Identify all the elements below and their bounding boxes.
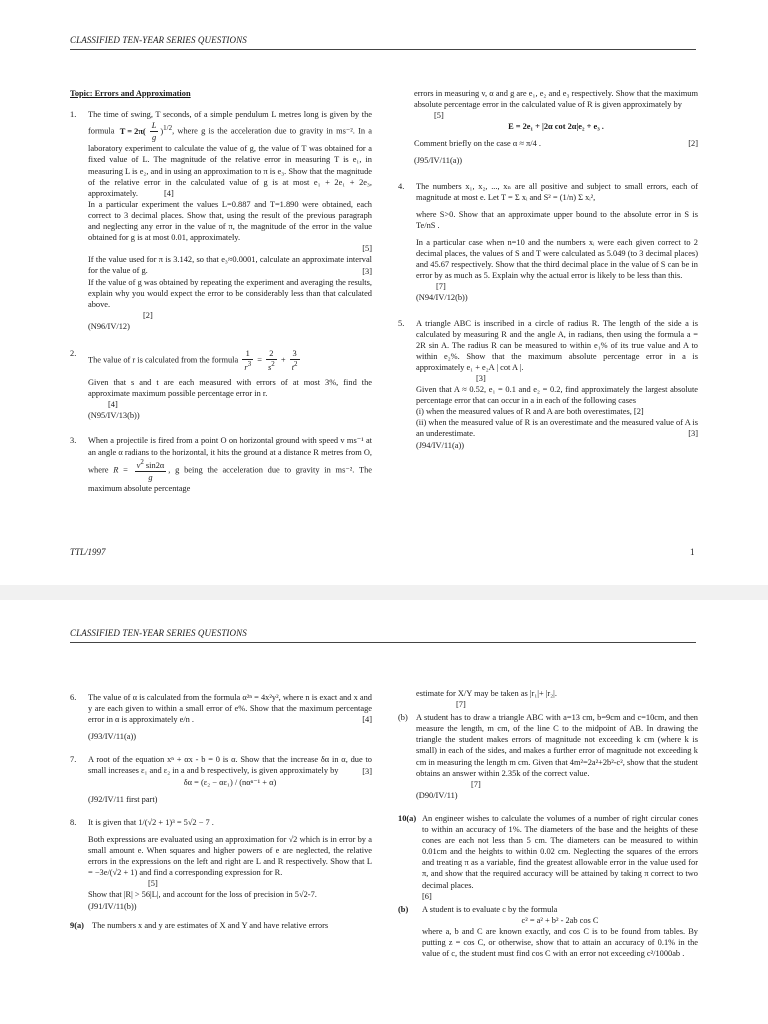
- question-number: 5.: [398, 318, 405, 328]
- q4-text-2: where S>0. Show that an approximate upper bound to the absolute error in S is Te/nS .: [416, 209, 698, 230]
- q10b-text-2: where a, b and C are known exactly, and cos C is to be found from tables. By putting z = cos C, or otherwise, show that to attain an accuracy of 0.1% in the value of c, the student must find cos C with an error not exceeding c²/1000ab .: [422, 926, 698, 959]
- page-number: 1: [690, 547, 695, 557]
- question-reference: (J93/IV/11(a)): [88, 732, 137, 742]
- question-8: [70, 817, 372, 912]
- error-formula: E = 2e₁ + |2α cot 2α|e₂ + e₃ .: [508, 122, 604, 132]
- question-10: [398, 813, 698, 902]
- question-number: 1.: [70, 110, 77, 120]
- question-9-continued: [398, 688, 698, 710]
- q5-text: A triangle ABC is inscribed in a circle of radius R. The length of the side a is calculated by measuring R and the angle A, in radians, then using the formula a = 2R sin A. The radius R can be measured to within e₁% of its true value and A to within e₂%. Show that the maximum absolute percentage error in a is approximately e₁ + e₂A | cot A |.: [416, 318, 698, 372]
- cosine-formula: c² = a² + b² - 2ab cos C: [521, 915, 599, 925]
- mark: [7]: [471, 779, 481, 789]
- question-2: 2. The value of r is calculated from the formula $\frac{1}{r^3}$ = $\frac{2}{s^2}$ + $\frac{3}{t^2}$ Given that s and t are each measured with errors of at most 3%, find the approximate maximum possible percentage error in r. [4] (N95/IV/13(b)): [70, 349, 372, 421]
- q10b-text: A student is to evaluate c by the formula: [422, 904, 558, 914]
- q9-continued-text: estimate for X/Y may be taken as |r₁|+ |r₂|.: [416, 689, 557, 698]
- q2-text-2: Given that s and t are each measured with errors of at most 3%, find the approximate maximum possible percentage error in r.: [88, 378, 372, 399]
- question-5: [398, 318, 698, 451]
- left-column: [70, 88, 372, 494]
- question-reference: (J95/IV/11(a)): [414, 156, 463, 166]
- q3-comment: Comment briefly on the case α ≈ π/4 .: [414, 139, 541, 149]
- question-number: 7.: [70, 755, 77, 765]
- question-9: [70, 920, 372, 931]
- q3-continued-text: errors in measuring v, α and g are e₁, e₂ and e₃ respectively. Show that the maximum absolute percentage error in the calculated value of R is given approximately by: [414, 89, 698, 110]
- q3-text: When a projectile is fired from a point O on horizontal ground with speed v ms⁻¹ at an angle α radians to the horizontal, it hits the ground at a distance R metres from O, where: [88, 436, 372, 475]
- question-reference: (N96/IV/12): [88, 321, 130, 331]
- q1-text-a: The time of swing, T seconds, of a simple pendulum L metres long is given by the formula: [88, 110, 372, 136]
- increase-formula: δα = (ε₂ − αε₁) / (nαⁿ⁻¹ + α): [183, 777, 277, 787]
- q5-case-ii: (ii) when the measured value of R is an overestimate and the measured value of A is an underestimate.: [416, 418, 698, 439]
- q4-text-3: In a particular case when n=10 and the numbers xᵢ were each given correct to 2 decimal places, the values of S and T were calculated as 5.049 (to 3 decimal places) and 45.67 respectively. Show that the third decimal place in the value of S can be in error by as much as 5. Explain why the actual error is likely to be less than this.: [416, 237, 698, 281]
- question-6: [70, 692, 372, 742]
- mark: [2]: [143, 310, 153, 320]
- q1-part-3: If the value used for π is 3.142, so that e₃≈0.0001, calculate an approximate interval for the value of g.: [88, 255, 372, 276]
- q8-text: Both expressions are evaluated using an approximation for √2 which is in error by a small amount e. When squares and higher powers of e are neglected, the relative errors in the expressions on the left and right are L and R respectively. Show that L = −3e/(√2 + 1) and find a corresponding expression for R.: [88, 834, 372, 878]
- q5-text-2: Given that A ≈ 0.52, e₁ = 0.1 and e₂ = 0.2, find approximately the largest absolute percentage error that can occur in a in each of the following cases: [416, 385, 698, 406]
- q2-text: The value of r is calculated from the formula: [88, 355, 239, 365]
- q9-text: The numbers x and y are estimates of X and Y and have relative errors: [92, 920, 329, 930]
- mark: [5]: [148, 879, 158, 889]
- mark: [5]: [362, 244, 372, 254]
- mark: [6]: [422, 891, 432, 901]
- question-number: 4.: [398, 181, 405, 191]
- mark: [4]: [108, 400, 118, 410]
- mark: [3]: [688, 429, 698, 439]
- range-formula: $\frac{v^2 \sin 2\alpha}{g}$: [136, 457, 165, 482]
- q5-case-i: (i) when the measured values of R and A are both overestimates,: [416, 407, 632, 417]
- right-column: [398, 688, 698, 959]
- mark: [5]: [434, 111, 444, 121]
- question-reference: (D90/IV/11): [416, 790, 458, 800]
- footer-code: TTL/1997: [70, 547, 106, 557]
- q6-text: The value of α is calculated from the formula α²ⁿ = 4x²y², where n is exact and x and y are each given to within a small error of e%. Show that the maximum percentage error in α is approximately e/n .: [88, 693, 372, 725]
- q9b-text: A student has to draw a triangle ABC with a=13 cm, b=9cm and c=10cm, and then measure the length, m cm, of the line C to the midpoint of AB. In drawing the triangle the student makes errors of magnitude not exceeding k cm (where k is small) in each of the sides, and makes a further error of magnitude not exceeding k cm in measuring the length m cm. Given that 4m²=2a²+2b²-c², show that the student obtains an answer within 2.35k of the correct value.: [416, 713, 698, 778]
- question-reference: (N94/IV/12(b)): [416, 293, 468, 303]
- q3-text-b: , g being the acceleration due to gravity in ms⁻². The maximum absolute percentage: [88, 465, 372, 493]
- question-4: [398, 181, 698, 304]
- mark: [2]: [688, 139, 698, 149]
- running-header: CLASSIFIED TEN-YEAR SERIES QUESTIONS: [70, 628, 247, 638]
- q7-text: A root of the equation xⁿ + αx - b = 0 is α. Show that the increase δα in α, due to small increases ε₁ and ε₂ in a and b respectively, is given approximately by: [88, 755, 372, 776]
- mark: [3]: [362, 766, 372, 776]
- pendulum-formula: T = 2π(: [119, 127, 146, 137]
- mark: [3]: [476, 373, 486, 383]
- question-10b: [398, 904, 698, 959]
- part-label: (b): [398, 904, 409, 914]
- question-number: 9(a): [70, 920, 84, 930]
- q8-identity: It is given that 1/(√2 + 1)³ = 5√2 − 7 .: [88, 817, 214, 827]
- question-9b: [398, 712, 698, 801]
- part-label: (b): [398, 713, 408, 723]
- mark: [2]: [633, 407, 644, 417]
- question-reference: (J91/IV/11(b)): [88, 901, 137, 911]
- q10-text: An engineer wishes to calculate the volumes of a number of right circular cones to within an accuracy of 1%. The diameters of the base and the heights of these cones are each not less than 5 cm. The diameters can be measured to within 0.01cm and the heights to within 0.02 cm. Neglecting the squares of the errors and treating π as a variable, find the greatest allowable error in the value used for π, and show that the required accuracy will be attained by taking π correct to two decimal places.: [422, 813, 698, 890]
- mark: [7]: [436, 282, 446, 292]
- q1-part-4: If the value of g was obtained by repeating the experiment and averaging the results, explain why you would expect the error to be considerably less than that calculated above.: [88, 277, 372, 309]
- question-number: 6.: [70, 693, 77, 702]
- question-reference: (J94/IV/11(a)): [416, 440, 465, 450]
- topic-heading: Topic: Errors and Approximation: [70, 89, 191, 98]
- mark: [4]: [164, 188, 174, 198]
- page-2: [0, 600, 768, 1024]
- running-header: CLASSIFIED TEN-YEAR SERIES QUESTIONS: [70, 35, 247, 45]
- question-number: 10(a): [398, 813, 417, 823]
- mark: [7]: [456, 700, 466, 710]
- q8-text-2: Show that |R| > 56|L|, and account for the loss of precision in 5√2-7.: [88, 890, 317, 900]
- q4-text: The numbers x₁, x₂, ..., xₙ are all positive and subject to small errors, each of magnitude at most e. Let T = Σ xᵢ and S² = (1/n) Σ xᵢ²,: [416, 181, 698, 202]
- page-separator: [0, 585, 768, 600]
- left-column: [70, 692, 372, 931]
- question-3: 3. When a projectile is fired from a point O on horizontal ground with speed v ms⁻¹ at an angle α radians to the horizontal, it hits the ground at a distance R metres from O, where R = $\frac{v^2 \sin 2\alpha}{g}$ , g being the acceleration due to gravity in ms⁻². The maximum absolute percentage: [70, 436, 372, 493]
- header-rule: [70, 49, 696, 50]
- q1-part-2: In a particular experiment the values L=0.887 and T=1.890 were obtained, each correct to 3 decimal places. Show that, using the result of the previous paragraph and neglecting any error in the value of π, the magnitude of the error in the value obtained for g is at most 0.01, approximately.: [88, 199, 372, 243]
- mark: [4]: [362, 715, 372, 725]
- mark: [3]: [362, 266, 372, 276]
- right-column: [398, 88, 698, 451]
- question-number: 3.: [70, 436, 77, 446]
- question-7: [70, 754, 372, 804]
- question-number: 8.: [70, 817, 77, 827]
- question-1: 1. The time of swing, T seconds, of a simple pendulum L metres long is given by the formula T = 2π( $\frac{L}{g}$ )$^{1/2}$, where g is the acceleration due to gravity in ms⁻². In a laboratory experiment to calculate the value of g, the value of T was obtained for a fixed value of L. The magnitude of the relative error in measuring T is e₁, in measuring L is e₂, and in using an approximation to π is e₃. Show that the magnitude of the relative error in the calculated value of g is at most e₁ + 2e₁ + 2e₃, approximately. [4] In a particular experiment the values L=0.887 and T=1.890 were obtained, each correct to 3 decimal places. Show that, using the result of the previous paragraph and neglecting any error in the value of π, the magnitude of the error in the value obtained for g is at most 0.01, approximately. [5] If the value used for π is 3.142, so that e₃≈0.0001, calculate an approximate interval for the value of g. [3] If the value of g was obtained by repeating the experiment and averaging the results, explain why you would expect the error to be considerably less than that calculated above. [2] (N96/IV/12): [70, 110, 373, 331]
- question-number: 2.: [70, 349, 77, 359]
- question-3-continued: [398, 88, 698, 167]
- header-rule: [70, 642, 696, 643]
- question-reference: (J92/IV/11 first part): [88, 794, 158, 804]
- q1-text-b: , where g is the acceleration due to gravity in ms⁻². In a laboratory experiment to calculate the value of g, the value of T was obtained for a fixed value of L. The magnitude of the relative error in measuring T is e₁, in measuring L is e₂, and in using an approximation to π is e₃. Show that the magnitude of the relative error in the calculated value of g is at most e₁ + 2e₁ + 2e₃, approximately.: [88, 126, 373, 198]
- question-reference: (N95/IV/13(b)): [88, 411, 140, 421]
